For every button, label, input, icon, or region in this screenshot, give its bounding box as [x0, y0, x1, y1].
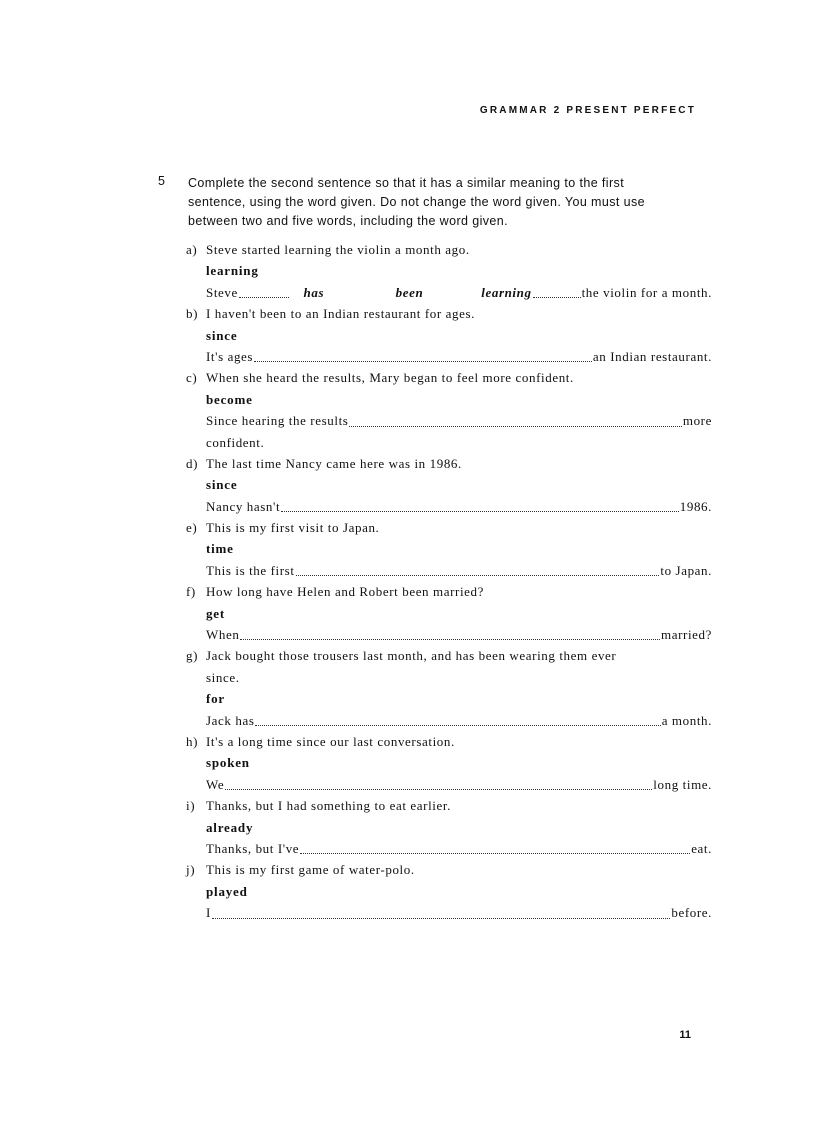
item-sentence: It's a long time since our last conversation.: [206, 733, 455, 749]
answer-gap[interactable]: [533, 291, 581, 298]
answer-gap[interactable]: [281, 505, 679, 512]
exercise-item-e: [186, 517, 712, 581]
answer-line: [186, 410, 712, 431]
item-sentence: Thanks, but I had something to eat earlier.: [206, 798, 451, 814]
answer-gap[interactable]: [225, 783, 652, 790]
answer-suffix: an Indian restaurant.: [592, 348, 712, 364]
item-sentence: When she heard the results, Mary began to feel more confident.: [206, 370, 574, 386]
item-keyword: since: [206, 327, 238, 343]
exercise-item-i: [186, 795, 712, 859]
item-keyword: get: [206, 605, 225, 621]
answer-prefix: This is the first: [206, 562, 295, 578]
answer-suffix: 1986.: [679, 498, 712, 514]
exercise-item-f: [186, 581, 712, 645]
answer-prefix: Thanks, but I've: [206, 840, 300, 856]
item-sentence: This is my first game of water-polo.: [206, 862, 415, 878]
item-letter: d): [186, 455, 199, 471]
answer-suffix: a month.: [661, 712, 712, 728]
answer-gap[interactable]: [349, 420, 681, 427]
item-keyword: already: [206, 819, 254, 835]
item-letter: i): [186, 798, 196, 814]
answer-suffix: the violin for a month.: [581, 284, 712, 300]
answer-suffix: long time.: [653, 776, 712, 792]
item-letter: a): [186, 242, 198, 257]
answer-suffix: eat.: [691, 840, 712, 856]
answer-line: [186, 774, 712, 795]
item-letter: f): [186, 584, 196, 600]
answer-prefix: We: [206, 776, 225, 792]
answer-suffix: more: [682, 413, 712, 429]
exercise-item-h: [186, 731, 712, 795]
exercise-item-c: [186, 367, 712, 453]
item-keyword: learning: [206, 263, 259, 279]
answer-word: has: [303, 284, 325, 300]
item-letter: h): [186, 733, 199, 749]
answer-line: [186, 710, 712, 731]
answer-prefix: It's ages: [206, 348, 254, 364]
answer-line: [186, 282, 712, 303]
answer-suffix: before.: [671, 905, 712, 921]
answer-gap[interactable]: [296, 569, 660, 576]
item-sentence: How long have Helen and Robert been married?: [206, 584, 485, 600]
answer-prefix: Nancy hasn't: [206, 498, 281, 514]
item-sentence-continuation: since.: [206, 669, 240, 685]
answer-gap[interactable]: [300, 847, 690, 854]
answer-line: [186, 496, 712, 517]
answer-gap[interactable]: [240, 633, 660, 640]
answer-prefix: Since hearing the results: [206, 413, 349, 429]
answer-prefix: I: [206, 905, 211, 921]
exercise-items: [186, 239, 712, 924]
answer-line: [186, 560, 712, 581]
item-letter: e): [186, 520, 198, 536]
exercise-instructions: Complete the second sentence so that it has a similar meaning to the first sentence, using the word given. Do not change the word given. You must use between two and five words, including the word given.: [188, 176, 645, 228]
answer-word: been: [395, 284, 424, 300]
exercise-item-g: [186, 645, 712, 731]
answer-line: [186, 346, 712, 367]
item-sentence: Jack bought those trousers last month, and has been wearing them ever: [206, 648, 617, 664]
exercise-item-d: [186, 453, 712, 517]
answer-gap[interactable]: [212, 912, 670, 919]
item-sentence: This is my first visit to Japan.: [206, 520, 380, 536]
item-letter: j): [186, 862, 196, 878]
answer-prefix: Jack has: [206, 712, 255, 728]
answer-line: [186, 624, 712, 645]
item-letter: b): [186, 306, 199, 322]
answer-continuation: confident.: [206, 434, 265, 450]
running-head: GRAMMAR 2 PRESENT PERFECT: [479, 105, 696, 116]
exercise-item-a: [186, 239, 712, 303]
answer-prefix: When: [206, 627, 240, 643]
answer-line: [186, 838, 712, 859]
item-sentence: Steve started learning the violin a month ago.: [206, 242, 470, 257]
item-keyword: played: [206, 883, 248, 899]
exercise-number: 5: [158, 174, 165, 188]
answer-gap[interactable]: [239, 291, 289, 298]
item-keyword: spoken: [206, 755, 250, 771]
item-sentence: I haven't been to an Indian restaurant for ages.: [206, 306, 476, 322]
answer-suffix: married?: [661, 627, 712, 643]
item-keyword: time: [206, 541, 234, 557]
answer-word: learning: [481, 284, 532, 300]
item-sentence: The last time Nancy came here was in 1986.: [206, 455, 462, 471]
item-keyword: become: [206, 391, 253, 407]
item-keyword: since: [206, 477, 238, 493]
answer-suffix: to Japan.: [660, 562, 712, 578]
exercise-item-b: [186, 303, 712, 367]
item-letter: c): [186, 370, 198, 386]
page-number: 11: [679, 1029, 691, 1041]
example-answer: [238, 282, 582, 303]
answer-line: [186, 902, 712, 923]
answer-gap[interactable]: [255, 719, 660, 726]
exercise-item-j: [186, 859, 712, 923]
answer-prefix: Steve: [206, 284, 238, 300]
item-keyword: for: [206, 691, 225, 707]
answer-gap[interactable]: [254, 355, 592, 362]
item-letter: g): [186, 648, 199, 664]
